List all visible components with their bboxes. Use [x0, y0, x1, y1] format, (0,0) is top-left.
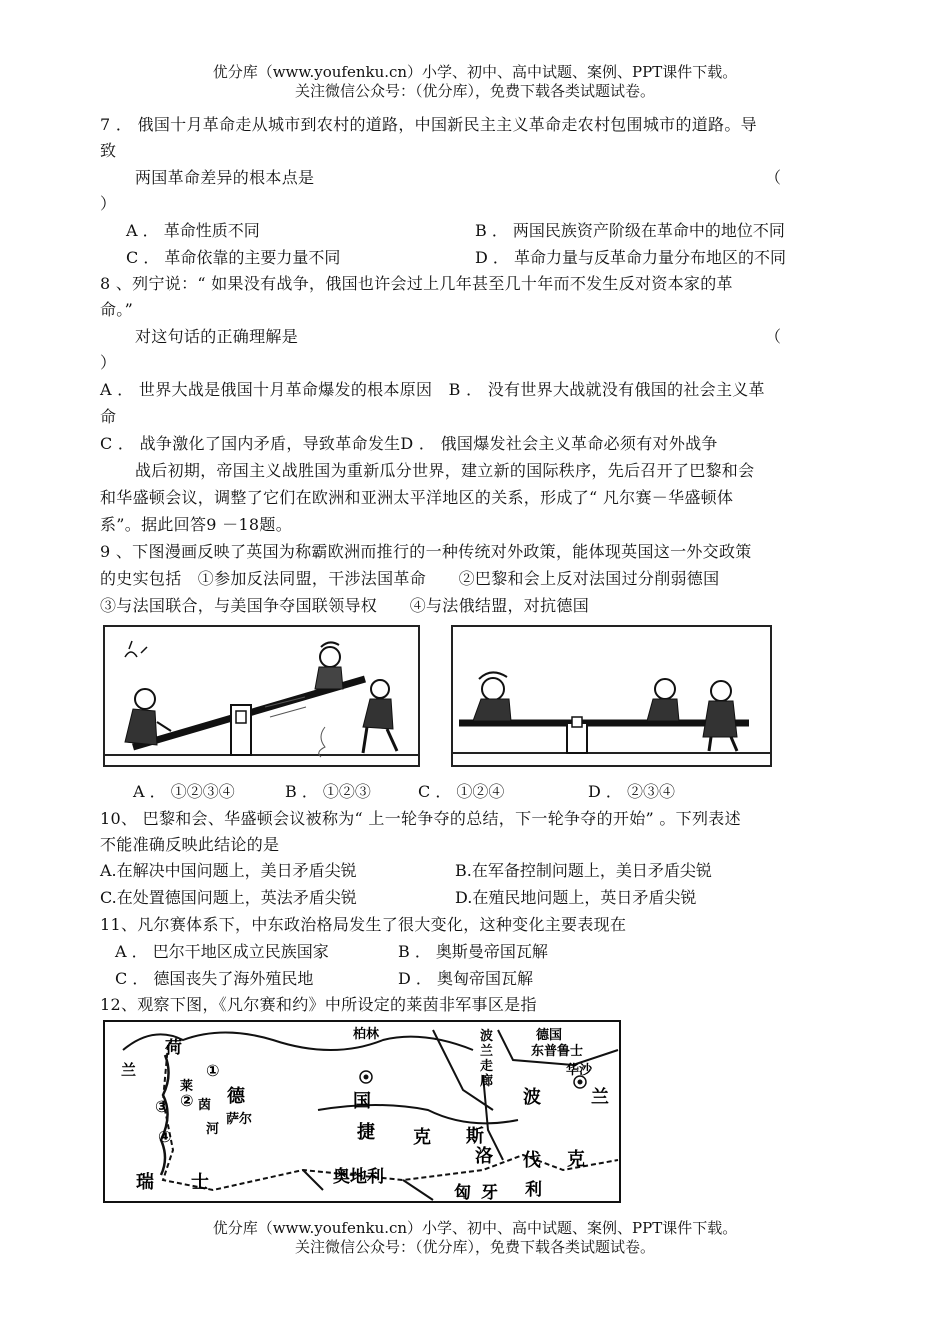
q8-stem-line-3: 对这句话的正确理解是 — [135, 327, 299, 346]
map-label-corridor-bo: 波 — [480, 1029, 494, 1044]
q7-option-c: C ． 革命依靠的主要力量不同 — [126, 248, 341, 267]
map-marker-1: ① — [206, 1061, 220, 1080]
map-label-guo: 国 — [353, 1091, 371, 1112]
q11-option-d: D ． 奥匈帝国瓦解 — [398, 969, 534, 988]
map-label-austria: 奥地利 — [333, 1167, 384, 1187]
q9-stem-line-3: ③与法国联合，与美国争夺国联领导权 ④与法俄结盟，对抗德国 — [100, 596, 590, 615]
header-line-1: 优分库（www.youfenku.cn）小学、初中、高中试题、案例、PPT课件下载。 — [212, 63, 738, 81]
map-label-ke: 克 — [413, 1127, 431, 1148]
q9-stem-line-2: 的史实包括 ①参加反法同盟，干涉法国革命 ②巴黎和会上反对法国过分削弱德国 — [100, 569, 720, 588]
q10-option-c: C.在处置德国问题上，英法矛盾尖锐 — [100, 888, 357, 907]
map-label-xiong: 匈 — [454, 1183, 471, 1203]
q7-option-d: D ． 革命力量与反革命力量分布地区的不同 — [475, 248, 787, 267]
q10-option-a: A.在解决中国问题上，美日矛盾尖锐 — [100, 861, 357, 880]
q8-options-ab-line-1: A ． 世界大战是俄国十月革命爆发的根本原因 B ． 没有世界大战就没有俄国的社会主义革 — [100, 380, 765, 399]
map-label-li: 利 — [525, 1180, 542, 1200]
q8-paren-close: ） — [100, 353, 117, 372]
map-label-eprussia-2: 东普鲁士 — [531, 1044, 584, 1059]
q12-stem: 12、观察下图，《凡尔赛和约》中所设定的莱茵非军事区是指 — [100, 995, 537, 1014]
intro-line-2: 和华盛顿会议，调整了它们在欧洲和亚洲太平洋地区的关系，形成了“ 凡尔赛－华盛顿体 — [100, 488, 734, 507]
q9-option-a: A ． ①②③④ — [133, 782, 235, 801]
map-label-luo: 洛 — [475, 1146, 493, 1167]
q7-stem-line-1: 7 ． 俄国十月革命走从城市到农村的道路，中国新民主主义革命走农村包围城市的道路。导 — [100, 115, 757, 134]
intro-line-1: 战后初期，帝国主义战胜国为重新瓜分世界，建立新的国际秩序，先后召开了巴黎和会 — [135, 461, 755, 480]
q8-stem-line-1: 8 、列宁说：“ 如果没有战争，俄国也许会过上几年甚至几十年而不发生反对资本家的革 — [100, 274, 733, 293]
q9-option-b: B ． ①②③ — [285, 782, 371, 801]
map-label-yin: 茵 — [198, 1098, 212, 1113]
map-marker-4: ④ — [158, 1127, 172, 1146]
map-label-bo: 波 — [523, 1087, 541, 1108]
q7-option-b: B ． 两国民族资产阶级在革命中的地位不同 — [475, 221, 785, 240]
map-label-rui: 瑞 — [136, 1172, 154, 1193]
map-label-lai: 莱 — [180, 1079, 194, 1094]
q11-option-c: C ． 德国丧失了海外殖民地 — [115, 969, 314, 988]
rhineland-map — [103, 1020, 621, 1203]
map-label-si: 斯 — [466, 1126, 484, 1147]
map-label-warsaw: 华沙 — [566, 1063, 593, 1078]
map-label-jie: 捷 — [357, 1122, 375, 1143]
map-label-sa-er: 萨尔 — [226, 1112, 253, 1127]
q8-options-cd: C ． 战争激化了国内矛盾，导致革命发生D ． 俄国爆发社会主义革命必须有对外战争 — [100, 434, 718, 453]
q7-paren-close: ） — [100, 194, 117, 213]
footer-line-2: 关注微信公众号：（优分库），免费下载各类试题试卷。 — [294, 1238, 655, 1256]
rhineland-map-drawing — [103, 1020, 621, 1203]
map-label-he: 荷 — [165, 1038, 182, 1058]
cartoon-seesaw-2-drawing — [453, 627, 770, 765]
map-marker-2: ② — [180, 1091, 194, 1110]
q11-option-a: A ． 巴尔干地区成立民族国家 — [115, 942, 329, 961]
cartoon-seesaw-1-drawing — [105, 627, 418, 765]
q10-option-d: D.在殖民地问题上，英日矛盾尖锐 — [455, 888, 697, 907]
q9-stem-line-1: 9 、下图漫画反映了英国为称霸欧洲而推行的一种传统对外政策，能体现英国这一外交政策 — [100, 542, 752, 561]
q11-stem: 11、凡尔赛体系下，中东政治格局发生了很大变化，这种变化主要表现在 — [100, 915, 627, 934]
q9-option-c: C ． ①②④ — [418, 782, 505, 801]
map-label-de: 德 — [227, 1086, 245, 1107]
map-label-shi: 士 — [191, 1172, 209, 1193]
map-label-berlin: 柏林 — [353, 1027, 380, 1042]
map-label-he-river: 河 — [206, 1122, 220, 1137]
cartoon-seesaw-2 — [451, 625, 772, 767]
map-label-fa: 伐 — [523, 1150, 541, 1171]
q10-stem-line-1: 10、 巴黎和会、华盛顿会议被称为“ 上一轮争夺的总结，下一轮争夺的开始” 。下列表述 — [100, 809, 741, 828]
q10-option-b: B.在军备控制问题上，美日矛盾尖锐 — [455, 861, 712, 880]
q11-option-b: B ． 奥斯曼帝国瓦解 — [398, 942, 548, 961]
q8-paren-open: （ — [765, 327, 782, 346]
q7-paren-open: （ — [765, 168, 782, 187]
map-label-lan-left: 兰 — [121, 1061, 137, 1079]
header-line-2: 关注微信公众号：（优分库），免费下载各类试题试卷。 — [294, 82, 655, 100]
cartoon-seesaw-1 — [103, 625, 420, 767]
map-label-ke2: 克 — [567, 1149, 585, 1170]
q7-stem-line-3: 两国革命差异的根本点是 — [135, 168, 315, 187]
q7-option-a: A ． 革命性质不同 — [126, 221, 260, 240]
map-label-eprussia-1: 德国 — [536, 1028, 563, 1043]
map-label-corridor-lang: 廊 — [480, 1074, 494, 1089]
map-label-ya: 牙 — [481, 1183, 498, 1203]
map-label-lan: 兰 — [591, 1087, 609, 1108]
map-label-corridor-lan: 兰 — [480, 1044, 494, 1059]
q10-stem-line-2: 不能准确反映此结论的是 — [100, 835, 280, 854]
q9-option-d: D ． ②③④ — [588, 782, 676, 801]
footer-line-1: 优分库（www.youfenku.cn）小学、初中、高中试题、案例、PPT课件下载。 — [212, 1219, 738, 1237]
map-label-corridor-zou: 走 — [480, 1059, 494, 1074]
intro-line-3: 系”。据此回答9 －18题。 — [100, 515, 293, 534]
q8-stem-line-2: 命。” — [100, 300, 134, 319]
q7-stem-line-2: 致 — [100, 141, 117, 160]
map-marker-3: ③ — [155, 1097, 169, 1116]
q8-options-ab-line-2: 命 — [100, 407, 117, 426]
